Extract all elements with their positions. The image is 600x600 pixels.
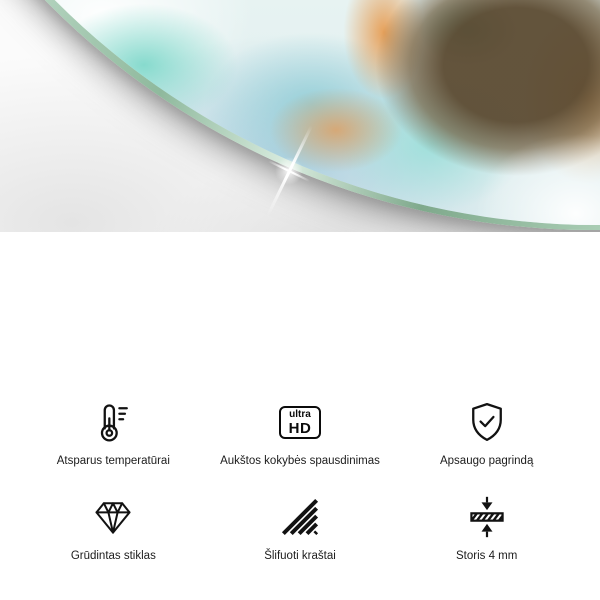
feature-print-quality xyxy=(207,398,394,467)
feature-label: Atsparus temperatūrai xyxy=(56,455,170,467)
feature-polished-edges xyxy=(207,493,394,562)
feature-protects-base xyxy=(393,398,580,467)
feature-thickness xyxy=(393,493,580,562)
feature-label: Aukštos kokybės spausdinimas xyxy=(220,455,380,467)
product-image xyxy=(0,0,600,232)
ultra-hd-badge-top: ultra xyxy=(289,408,311,420)
feature-heat-resistant xyxy=(20,398,207,467)
ultra-hd-badge-bottom: HD xyxy=(288,419,312,437)
sparkle-glow xyxy=(275,157,303,185)
feature-grid xyxy=(20,398,580,562)
shield-check-icon xyxy=(465,398,509,446)
diamond-icon xyxy=(90,493,136,541)
feature-label: Storis 4 mm xyxy=(455,550,518,562)
feature-label: Apsaugo pagrindą xyxy=(439,455,534,467)
thickness-compress-icon xyxy=(465,493,509,541)
feature-label: Grūdintas stiklas xyxy=(70,550,156,562)
feature-tempered-glass xyxy=(20,493,207,562)
thermometer-icon xyxy=(91,398,135,446)
polished-edges-icon xyxy=(278,493,322,541)
ultra-hd-icon xyxy=(279,398,321,446)
feature-label: Šlifuoti kraštai xyxy=(264,550,336,562)
